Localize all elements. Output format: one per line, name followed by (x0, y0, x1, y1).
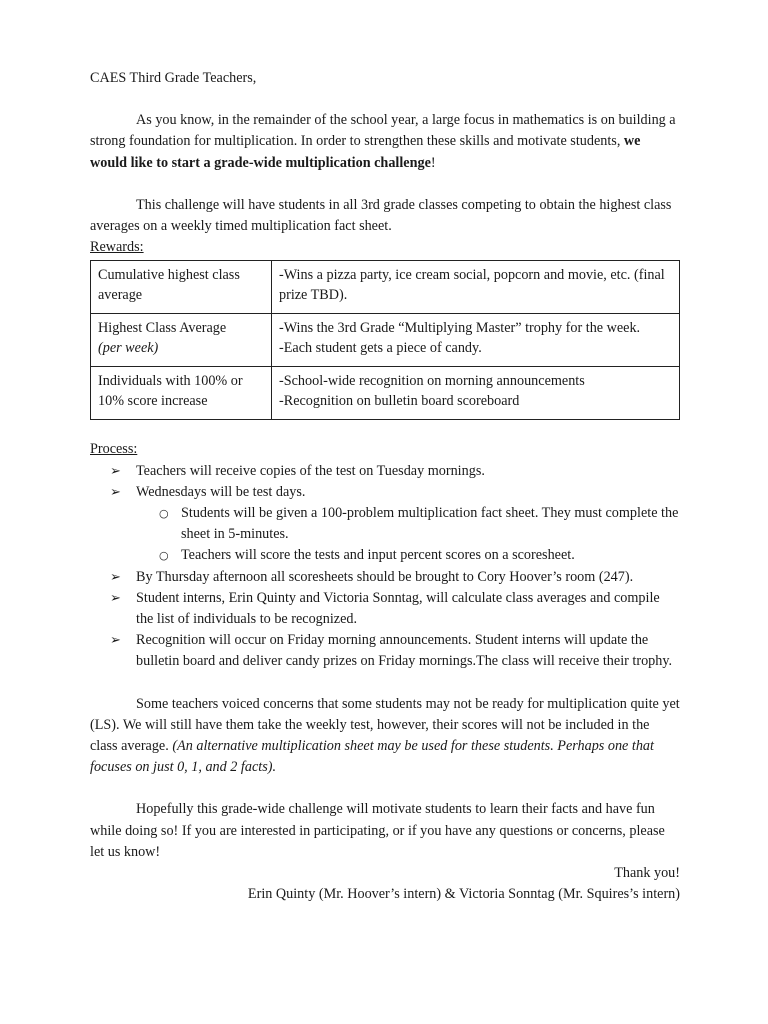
circle-bullet-icon: ○ (159, 549, 169, 563)
rewards-row (91, 261, 680, 314)
reward-category-cell (91, 261, 272, 314)
letter-page (90, 68, 680, 905)
process-subitem (136, 545, 680, 566)
reward-detail: -School-wide recognition on morning announcements (279, 373, 585, 390)
rewards-row (91, 314, 680, 367)
reward-category-cell (91, 367, 272, 420)
reward-category: Cumulative highest class average (98, 267, 240, 303)
signature: Erin Quinty (Mr. Hoover’s intern) & Victoria Sonntag (Mr. Squires’s intern) (247, 886, 680, 903)
reward-category-note: (per week) (98, 339, 159, 356)
circle-bullet-icon: ○ (159, 507, 169, 521)
challenge-paragraph: This challenge will have students in all 3rd grade classes competing to obtain the highest class averages on a weekly timed multiplication fact sheet. (90, 196, 672, 235)
intro-text: As you know, in the remainder of the school year, a large focus in mathematics is on building a strong foundation for multiplication. In order to strengthen these skills and motivate students, (90, 112, 676, 150)
process-item (90, 482, 680, 567)
concerns-text: Some teachers voiced concerns that some students may not be ready for multiplication quite yet (LS). We will still have them take the weekly test, however, their scores will not be included in the class average. (90, 695, 680, 755)
reward-category: Individuals with 100% or 10% score increase (98, 373, 243, 409)
arrow-bullet-icon: ➢ (110, 590, 121, 606)
process-item-text: By Thursday afternoon all scoresheets should be brought to Cory Hoover’s room (247). (136, 568, 634, 585)
process-sublist (136, 503, 680, 567)
process-item (90, 630, 680, 672)
process-heading: Process: (90, 441, 138, 458)
process-item-text: Recognition will occur on Friday morning announcements. Student interns will update the bulletin board and deliver candy prizes on Friday mornings.The class will receive their trophy. (136, 632, 673, 670)
concerns-paragraph (90, 694, 680, 779)
process-item-text: Wednesdays will be test days. (136, 483, 306, 500)
reward-category: Highest Class Average (98, 320, 227, 337)
arrow-bullet-icon: ➢ (110, 463, 121, 479)
reward-detail: -Wins the 3rd Grade “Multiplying Master” trophy for the week. (279, 320, 641, 337)
intro-end: ! (430, 154, 436, 171)
reward-category-cell (91, 314, 272, 367)
rewards-row (91, 367, 680, 420)
reward-details-cell (272, 367, 680, 420)
process-subitem-text: Students will be given a 100-problem multiplication fact sheet. They must complete the sheet in 5-minutes. (181, 505, 679, 543)
rewards-table (90, 260, 680, 420)
reward-detail: -Recognition on bulletin board scoreboard (279, 392, 520, 409)
arrow-bullet-icon: ➢ (110, 569, 121, 585)
process-item (90, 567, 680, 588)
greeting: CAES Third Grade Teachers, (90, 70, 257, 86)
reward-detail: -Wins a pizza party, ice cream social, popcorn and movie, etc. (final prize TBD). (279, 267, 665, 303)
thank-you: Thank you! (614, 865, 680, 882)
process-subitem-text: Teachers will score the tests and input percent scores on a scoresheet. (181, 547, 575, 564)
rewards-heading: Rewards: (90, 239, 144, 256)
process-subitem (136, 503, 680, 545)
closing-paragraph: Hopefully this grade-wide challenge will motivate students to learn their facts and have fun while doing so! If you are interested in participating, or if you have any questions or concerns, please let us know! (90, 801, 665, 860)
process-list (90, 461, 680, 673)
process-item (90, 461, 680, 482)
reward-details-cell (272, 314, 680, 367)
arrow-bullet-icon: ➢ (110, 484, 121, 500)
arrow-bullet-icon: ➢ (110, 633, 121, 649)
reward-detail: -Each student gets a piece of candy. (279, 339, 482, 356)
process-item-text: Teachers will receive copies of the test on Tuesday mornings. (136, 462, 485, 479)
process-item-text: Student interns, Erin Quinty and Victoria Sonntag, will calculate class averages and compile the list of individuals to be recognized. (136, 589, 660, 628)
intro-paragraph (90, 110, 680, 174)
concerns-italic-text: (An alternative multiplication sheet may be used for these students. Perhaps one that focuses on just 0, 1, and 2 facts). (90, 738, 654, 776)
intro-bold-text: we would like to start a grade-wide multiplication challenge (90, 133, 641, 171)
reward-details-cell (272, 261, 680, 314)
process-item (90, 588, 680, 630)
